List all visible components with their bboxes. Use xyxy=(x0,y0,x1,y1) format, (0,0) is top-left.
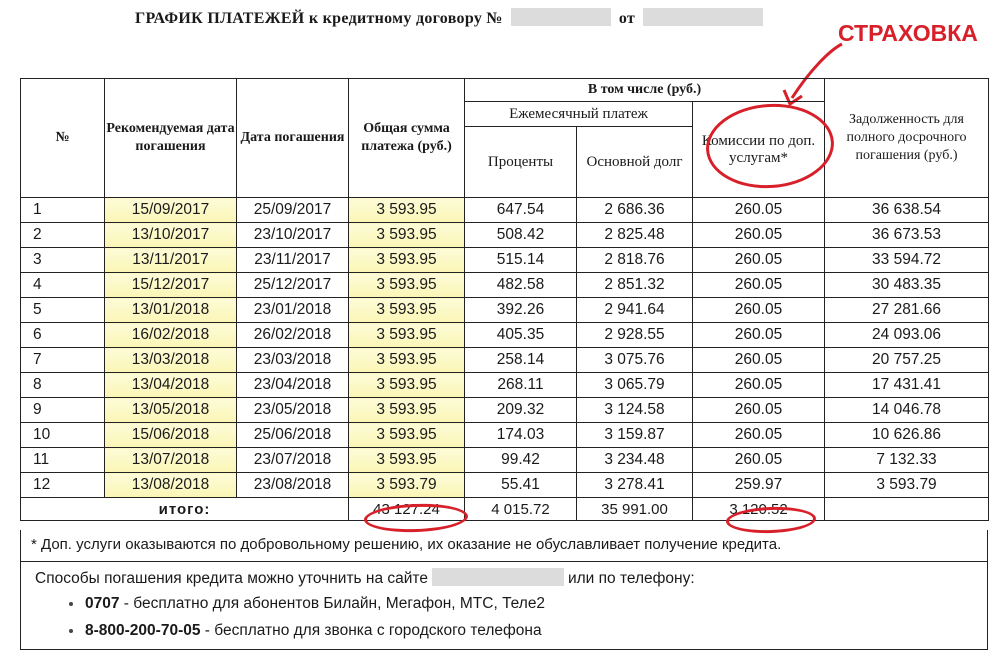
document-title xyxy=(135,8,735,28)
bullet-icon xyxy=(69,602,73,606)
header-total-payment: Общая сумма платежа (руб.) xyxy=(349,79,465,198)
bullet-icon xyxy=(69,629,73,633)
row-total: 3 593.95 xyxy=(349,448,465,473)
row-principal: 2 851.32 xyxy=(577,273,693,298)
row-no: 1 xyxy=(21,198,105,223)
table-row xyxy=(21,198,989,223)
header-row xyxy=(21,79,989,102)
row-debt: 24 093.06 xyxy=(825,323,989,348)
row-recommended-date: 13/04/2018 xyxy=(105,373,237,398)
row-no: 6 xyxy=(21,323,105,348)
row-principal: 3 159.87 xyxy=(577,423,693,448)
totals-principal: 35 991.00 xyxy=(577,498,693,521)
table-row xyxy=(21,273,989,298)
row-payment-date: 25/06/2018 xyxy=(237,423,349,448)
row-total: 3 593.95 xyxy=(349,348,465,373)
row-payment-date: 23/04/2018 xyxy=(237,373,349,398)
table-row xyxy=(21,323,989,348)
row-total: 3 593.95 xyxy=(349,223,465,248)
row-recommended-date: 13/05/2018 xyxy=(105,398,237,423)
row-interest: 268.11 xyxy=(465,373,577,398)
row-no: 11 xyxy=(21,448,105,473)
header-principal: Основной долг xyxy=(577,127,693,198)
row-interest: 209.32 xyxy=(465,398,577,423)
row-recommended-date: 16/02/2018 xyxy=(105,323,237,348)
row-interest: 515.14 xyxy=(465,248,577,273)
row-commission: 260.05 xyxy=(693,373,825,398)
phone-line-1 xyxy=(85,595,546,613)
row-recommended-date: 13/01/2018 xyxy=(105,298,237,323)
row-principal: 2 818.76 xyxy=(577,248,693,273)
phone-desc-2: - бесплатно для звонка с городского телефона xyxy=(200,622,542,639)
row-no: 2 xyxy=(21,223,105,248)
row-debt: 17 431.41 xyxy=(825,373,989,398)
row-principal: 3 075.76 xyxy=(577,348,693,373)
header-commission: Комиссии по доп. услугам* xyxy=(693,102,825,198)
row-principal: 3 065.79 xyxy=(577,373,693,398)
row-debt: 10 626.86 xyxy=(825,423,989,448)
totals-label: итого: xyxy=(21,498,349,521)
row-commission: 260.05 xyxy=(693,398,825,423)
row-commission: 260.05 xyxy=(693,198,825,223)
row-no: 9 xyxy=(21,398,105,423)
row-payment-date: 23/03/2018 xyxy=(237,348,349,373)
table-row xyxy=(21,448,989,473)
title-text: ГРАФИК ПЛАТЕЖЕЙ к кредитному договору № xyxy=(135,10,503,27)
row-debt: 27 281.66 xyxy=(825,298,989,323)
title-ot: от xyxy=(618,10,636,27)
row-commission: 260.05 xyxy=(693,323,825,348)
row-recommended-date: 15/09/2017 xyxy=(105,198,237,223)
row-principal: 2 686.36 xyxy=(577,198,693,223)
row-debt: 30 483.35 xyxy=(825,273,989,298)
payment-methods-text-after: или по телефону: xyxy=(567,570,695,587)
totals-commission: 3 120.52 xyxy=(693,498,825,521)
redacted-contract-number xyxy=(511,8,611,26)
phone-line-2 xyxy=(85,622,542,640)
phone-number-1: 0707 xyxy=(85,595,120,612)
row-recommended-date: 13/07/2018 xyxy=(105,448,237,473)
row-debt: 3 593.79 xyxy=(825,473,989,498)
row-principal: 2 941.64 xyxy=(577,298,693,323)
table-row xyxy=(21,373,989,398)
totals-total: 43 127.24 xyxy=(349,498,465,521)
header-monthly-payment: Ежемесячный платеж xyxy=(465,102,693,127)
footnote: * Доп. услуги оказываются по добровольному решению, их оказание не обуславливает получение кредита. xyxy=(20,530,988,562)
totals-row xyxy=(21,498,989,521)
header-interest: Проценты xyxy=(465,127,577,198)
row-no: 12 xyxy=(21,473,105,498)
table-row xyxy=(21,348,989,373)
row-debt: 36 673.53 xyxy=(825,223,989,248)
header-no: № xyxy=(21,79,105,198)
row-no: 4 xyxy=(21,273,105,298)
row-interest: 405.35 xyxy=(465,323,577,348)
row-payment-date: 23/10/2017 xyxy=(237,223,349,248)
row-total: 3 593.95 xyxy=(349,273,465,298)
row-interest: 99.42 xyxy=(465,448,577,473)
row-interest: 392.26 xyxy=(465,298,577,323)
row-commission: 260.05 xyxy=(693,248,825,273)
row-debt: 20 757.25 xyxy=(825,348,989,373)
row-interest: 258.14 xyxy=(465,348,577,373)
row-total: 3 593.95 xyxy=(349,248,465,273)
phone-number-2: 8-800-200-70-05 xyxy=(85,622,201,639)
totals-empty xyxy=(825,498,989,521)
row-debt: 7 132.33 xyxy=(825,448,989,473)
row-interest: 174.03 xyxy=(465,423,577,448)
row-principal: 2 825.48 xyxy=(577,223,693,248)
header-including: В том числе (руб.) xyxy=(465,79,825,102)
row-debt: 14 046.78 xyxy=(825,398,989,423)
row-recommended-date: 15/12/2017 xyxy=(105,273,237,298)
table-row xyxy=(21,248,989,273)
row-commission: 259.97 xyxy=(693,473,825,498)
payment-methods xyxy=(20,562,988,650)
row-payment-date: 25/09/2017 xyxy=(237,198,349,223)
row-commission: 260.05 xyxy=(693,223,825,248)
row-debt: 36 638.54 xyxy=(825,198,989,223)
header-recommended-date: Рекомендуемая дата погашения xyxy=(105,79,237,198)
row-total: 3 593.95 xyxy=(349,198,465,223)
header-payment-date: Дата погашения xyxy=(237,79,349,198)
row-payment-date: 25/12/2017 xyxy=(237,273,349,298)
row-payment-date: 23/11/2017 xyxy=(237,248,349,273)
row-total: 3 593.95 xyxy=(349,398,465,423)
row-no: 7 xyxy=(21,348,105,373)
row-principal: 3 124.58 xyxy=(577,398,693,423)
row-recommended-date: 13/08/2018 xyxy=(105,473,237,498)
row-no: 8 xyxy=(21,373,105,398)
totals-interest: 4 015.72 xyxy=(465,498,577,521)
phone-desc-1: - бесплатно для абонентов Билайн, Мегафон, МТС, Теле2 xyxy=(119,595,546,612)
row-recommended-date: 13/10/2017 xyxy=(105,223,237,248)
row-payment-date: 26/02/2018 xyxy=(237,323,349,348)
row-commission: 260.05 xyxy=(693,423,825,448)
payment-table xyxy=(20,78,989,521)
table-row xyxy=(21,473,989,498)
row-commission: 260.05 xyxy=(693,348,825,373)
row-total: 3 593.95 xyxy=(349,373,465,398)
row-no: 5 xyxy=(21,298,105,323)
payment-methods-text: Способы погашения кредита можно уточнить на сайте xyxy=(35,570,428,587)
row-total: 3 593.95 xyxy=(349,323,465,348)
row-commission: 260.05 xyxy=(693,448,825,473)
row-principal: 3 234.48 xyxy=(577,448,693,473)
row-recommended-date: 15/06/2018 xyxy=(105,423,237,448)
redacted-website xyxy=(432,568,564,586)
row-payment-date: 23/07/2018 xyxy=(237,448,349,473)
row-payment-date: 23/05/2018 xyxy=(237,398,349,423)
table-row xyxy=(21,398,989,423)
row-payment-date: 23/01/2018 xyxy=(237,298,349,323)
row-interest: 55.41 xyxy=(465,473,577,498)
row-commission: 260.05 xyxy=(693,273,825,298)
row-payment-date: 23/08/2018 xyxy=(237,473,349,498)
row-total: 3 593.79 xyxy=(349,473,465,498)
row-no: 3 xyxy=(21,248,105,273)
row-no: 10 xyxy=(21,423,105,448)
payment-methods-line xyxy=(35,568,695,588)
row-interest: 482.58 xyxy=(465,273,577,298)
row-debt: 33 594.72 xyxy=(825,248,989,273)
row-principal: 3 278.41 xyxy=(577,473,693,498)
row-principal: 2 928.55 xyxy=(577,323,693,348)
row-recommended-date: 13/11/2017 xyxy=(105,248,237,273)
table-row xyxy=(21,423,989,448)
header-debt: Задолженность для полного досрочного погашения (руб.) xyxy=(825,79,989,198)
row-total: 3 593.95 xyxy=(349,298,465,323)
row-recommended-date: 13/03/2018 xyxy=(105,348,237,373)
table-row xyxy=(21,298,989,323)
table-row xyxy=(21,223,989,248)
row-interest: 647.54 xyxy=(465,198,577,223)
row-total: 3 593.95 xyxy=(349,423,465,448)
row-interest: 508.42 xyxy=(465,223,577,248)
redacted-contract-date xyxy=(643,8,763,26)
insurance-annotation: СТРАХОВКА xyxy=(838,20,978,46)
row-commission: 260.05 xyxy=(693,298,825,323)
